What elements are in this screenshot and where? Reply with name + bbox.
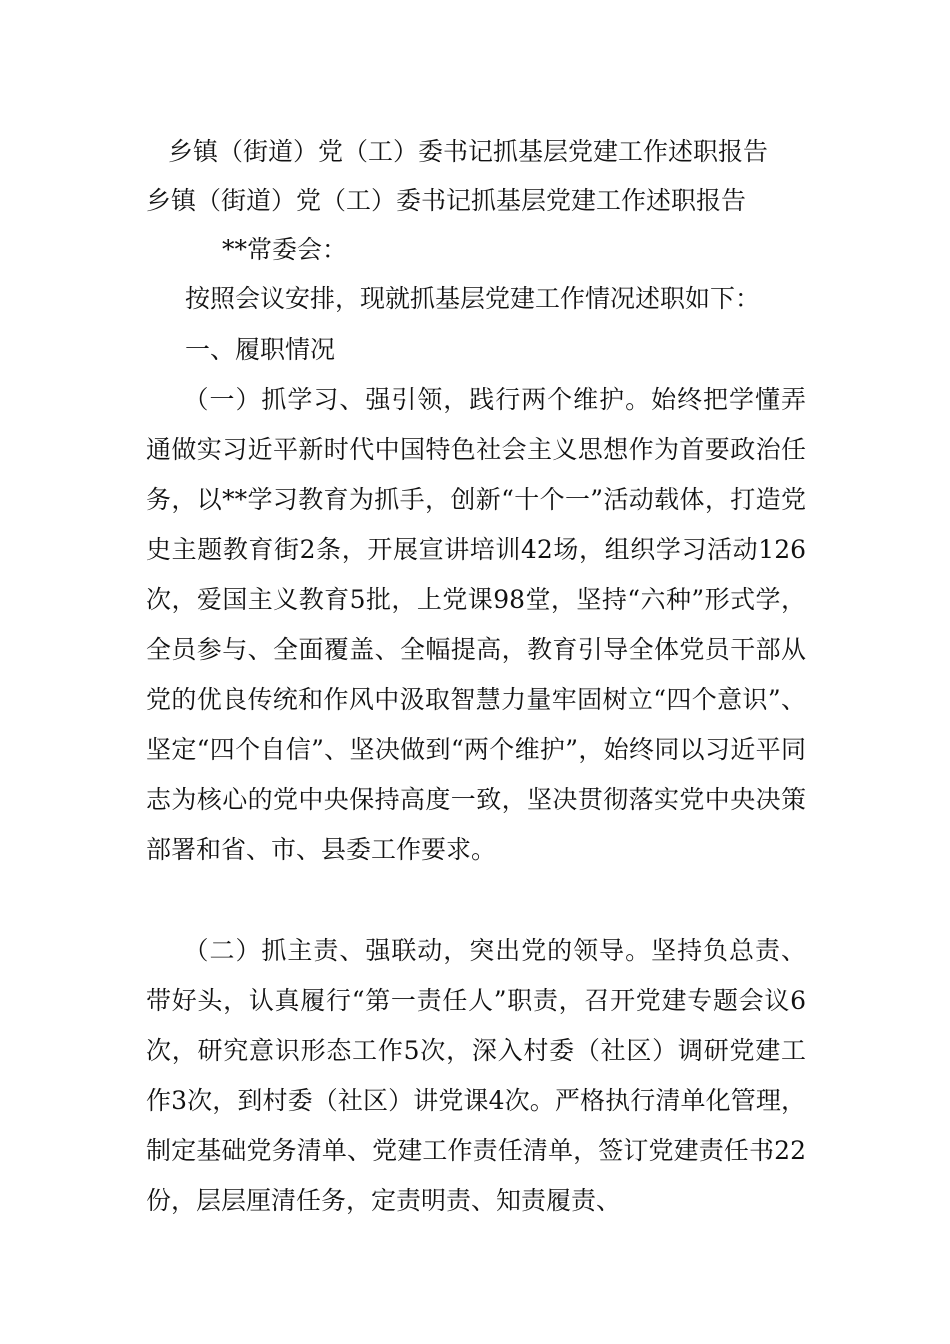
section-heading: 一、履职情况 [185,335,336,364]
body-paragraph: （一）抓学习、强引领，践行两个维护。始终把学懂弄通做实习近平新时代中国特色社会主义思想作为首要政治任务，以**学习教育为抓手，创新“十个一”活动载体，打造党史主题教育街2条，开展宣讲培训42场，组织学习活动126次，爱国主义教育5批，上党课98堂，坚持“六种”形式学，全员参与、全面覆盖、全幅提高，教育引导全体党员干部从党的优良传统和作风中汲取智慧力量牢固树立“四个意识”、坚定“四个自信”、坚决做到“两个维护”，始终同以习近平同志为核心的党中央保持高度一致，坚决贯彻落实党中央决策部署和省、市、县委工作要求。 [146,385,806,864]
document-title-line-1: 乡镇（街道）党（工）委书记抓基层党建工作述职报告 [168,137,769,166]
salutation: **常委会： [222,235,348,264]
intro-text: 按照会议安排，现就抓基层党建工作情况述职如下： [185,284,761,313]
body-paragraph: （二）抓主责、强联动，突出党的领导。坚持负总责、带好头，认真履行“第一责任人”职责，召开党建专题会议6次，研究意识形态工作5次，深入村委（社区）调研党建工作3次，到村委（社区）讲党课4次。严格执行清单化管理，制定基础党务清单、党建工作责任清单，签订党建责任书22份，层层厘清任务，定责明责、知责履责、 [146,936,806,1215]
document-title-line-2: 乡镇（街道）党（工）委书记抓基层党建工作述职报告 [146,186,747,215]
